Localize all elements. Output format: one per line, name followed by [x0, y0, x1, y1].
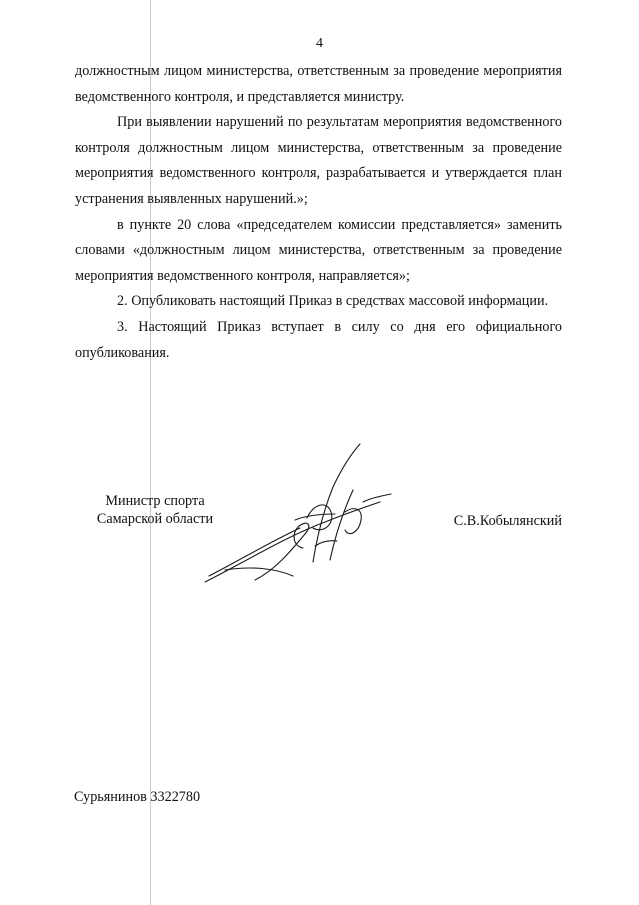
paragraph-entry-into-force: 3. Настоящий Приказ вступает в силу со дня его официального опубликования.	[75, 318, 562, 361]
paragraph-publication: 2. Опубликовать настоящий Приказ в средствах массовой информации.	[117, 293, 549, 310]
paragraph-clause-20-amendment: в пункте 20 слова «председателем комиссии представляется» заменить словами «должностным лицом министерства, ответственным за проведение мероприятия ведомственного контроля, направляется»;	[75, 216, 562, 284]
signer-position-line-1: Министр спорта	[105, 493, 205, 509]
handwritten-signature	[195, 442, 405, 592]
signature-block	[0, 492, 639, 612]
signer-position-line-2: Самарской области	[96, 511, 214, 527]
page-number: 4	[316, 36, 323, 51]
paragraph-continuation: должностным лицом министерства, ответственным за проведение мероприятия ведомственного контроля, и представляется министру.	[75, 63, 562, 105]
document-body	[75, 59, 562, 366]
executor-note: Сурьянинов 3322780	[74, 789, 201, 805]
signer-name: С.В.Кобылянский	[453, 513, 562, 529]
paragraph-violations-plan: При выявлении нарушений по результатам мероприятия ведомственного контроля должностным лицом министерства, ответственным за проведение мероприятия ведомственного контроля, разрабатывается и утверждается план устранения выявленных нарушений.»;	[75, 114, 562, 207]
